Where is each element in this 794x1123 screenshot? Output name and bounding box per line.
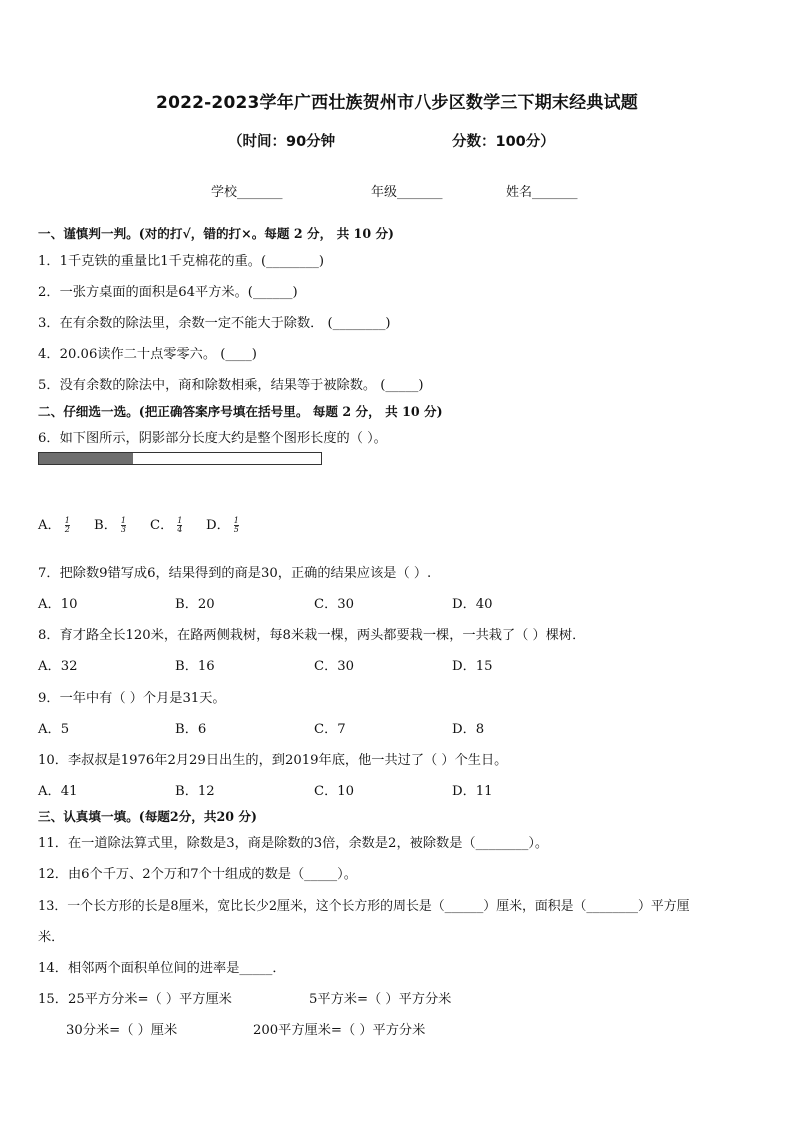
question-3: 3．在有余数的除法里，余数一定不能大于除数． (________) bbox=[38, 316, 391, 331]
q6-option-c bbox=[150, 514, 182, 534]
exam-score: 分数：100分） bbox=[452, 134, 555, 150]
fraction-numerator: 1 bbox=[177, 516, 183, 525]
fraction-denominator: 5 bbox=[233, 525, 239, 534]
grade-field: 年级_______ bbox=[371, 185, 443, 200]
section3-heading: 三、认真填一填。(每题2分，共20 分) bbox=[38, 809, 257, 824]
shaded-portion bbox=[39, 453, 133, 464]
question-10: 10．李叔叔是1976年2月29日出生的，到2019年底，他一共过了（ ）个生日。 bbox=[38, 753, 508, 768]
fraction-denominator: 3 bbox=[120, 525, 126, 534]
fraction-numerator: 1 bbox=[120, 516, 126, 525]
question-14: 14．相邻两个面积单位间的进率是_____． bbox=[38, 961, 286, 976]
fraction bbox=[121, 517, 126, 534]
option-label: A． bbox=[38, 518, 61, 533]
question-15-part-d: 200平方厘米=（ ）平方分米 bbox=[253, 1023, 426, 1038]
q10-option-c: C．10 bbox=[314, 784, 355, 799]
fraction bbox=[65, 517, 70, 534]
school-field: 学校_______ bbox=[211, 185, 283, 200]
question-4: 4．20.06读作二十点零零六。 (____) bbox=[38, 347, 257, 362]
option-label: C． bbox=[150, 518, 174, 533]
q10-option-b: B．12 bbox=[175, 784, 215, 799]
fraction-numerator: 1 bbox=[64, 516, 70, 525]
q7-option-a: A．10 bbox=[38, 597, 78, 612]
question-15-part-a: 15．25平方分米=（ ）平方厘米 bbox=[38, 992, 232, 1007]
q9-option-c: C．7 bbox=[314, 722, 346, 737]
q8-option-b: B．16 bbox=[175, 659, 215, 674]
section2-heading: 二、仔细选一选。(把正确答案序号填在括号里。 每题 2 分， 共 10 分) bbox=[38, 404, 443, 419]
q6-option-b bbox=[94, 514, 126, 534]
question-13: 13．一个长方形的长是8厘米，宽比长少2厘米，这个长方形的周长是（______）厘米，面积是（________）平方厘 bbox=[38, 899, 690, 914]
q6-option-a bbox=[38, 514, 70, 534]
q9-option-d: D．8 bbox=[452, 722, 485, 737]
question-5: 5．没有余数的除法中，商和除数相乘，结果等于被除数。 (_____) bbox=[38, 378, 424, 393]
q8-option-a: A．32 bbox=[38, 659, 78, 674]
question-7: 7．把除数9错写成6，结果得到的商是30，正确的结果应该是（ ）. bbox=[38, 566, 432, 581]
option-label: B． bbox=[94, 518, 117, 533]
question-9: 9．一年中有（ ）个月是31天。 bbox=[38, 691, 226, 706]
name-field: 姓名_______ bbox=[506, 185, 578, 200]
q9-option-b: B．6 bbox=[175, 722, 207, 737]
question-8: 8．育才路全长120米，在路两侧栽树，每8米栽一棵，两头都要栽一棵，一共栽了（ ）棵树． bbox=[38, 628, 586, 643]
section1-heading: 一、谨慎判一判。(对的打√，错的打×。每题 2 分， 共 10 分) bbox=[38, 226, 395, 241]
fraction bbox=[234, 517, 239, 534]
q7-option-b: B．20 bbox=[175, 597, 215, 612]
fraction-denominator: 2 bbox=[64, 525, 70, 534]
question-13-continued: 米． bbox=[38, 930, 65, 945]
question-12: 12．由6个千万、2个万和7个十组成的数是（_____）。 bbox=[38, 867, 357, 882]
question-15-part-b: 5平方米=（ ）平方分米 bbox=[309, 992, 452, 1007]
q7-option-d: D．40 bbox=[452, 597, 493, 612]
option-label: D． bbox=[206, 518, 230, 533]
q8-option-c: C．30 bbox=[314, 659, 355, 674]
question-2: 2．一张方桌面的面积是64平方米。(______) bbox=[38, 285, 298, 300]
fraction-denominator: 4 bbox=[177, 525, 183, 534]
question-6: 6．如下图所示，阴影部分长度大约是整个图形长度的（ ）。 bbox=[38, 431, 387, 446]
q8-option-d: D．15 bbox=[452, 659, 493, 674]
fraction bbox=[177, 517, 182, 534]
q10-option-d: D．11 bbox=[452, 784, 493, 799]
exam-title: 2022-2023学年广西壮族贺州市八步区数学三下期末经典试题 bbox=[156, 93, 638, 113]
q9-option-a: A．5 bbox=[38, 722, 70, 737]
q10-option-a: A．41 bbox=[38, 784, 78, 799]
question-11: 11．在一道除法算式里，除数是3，商是除数的3倍，余数是2，被除数是（________）。 bbox=[38, 836, 549, 851]
q7-option-c: C．30 bbox=[314, 597, 355, 612]
fraction-numerator: 1 bbox=[233, 516, 239, 525]
question-1: 1．1千克铁的重量比1千克棉花的重。(________) bbox=[38, 254, 325, 269]
shaded-bar-figure bbox=[38, 452, 322, 465]
question-15-part-c: 30分米=（ ）厘米 bbox=[66, 1023, 178, 1038]
q6-option-d bbox=[206, 514, 239, 534]
exam-time: （时间：90分钟 bbox=[228, 134, 336, 150]
